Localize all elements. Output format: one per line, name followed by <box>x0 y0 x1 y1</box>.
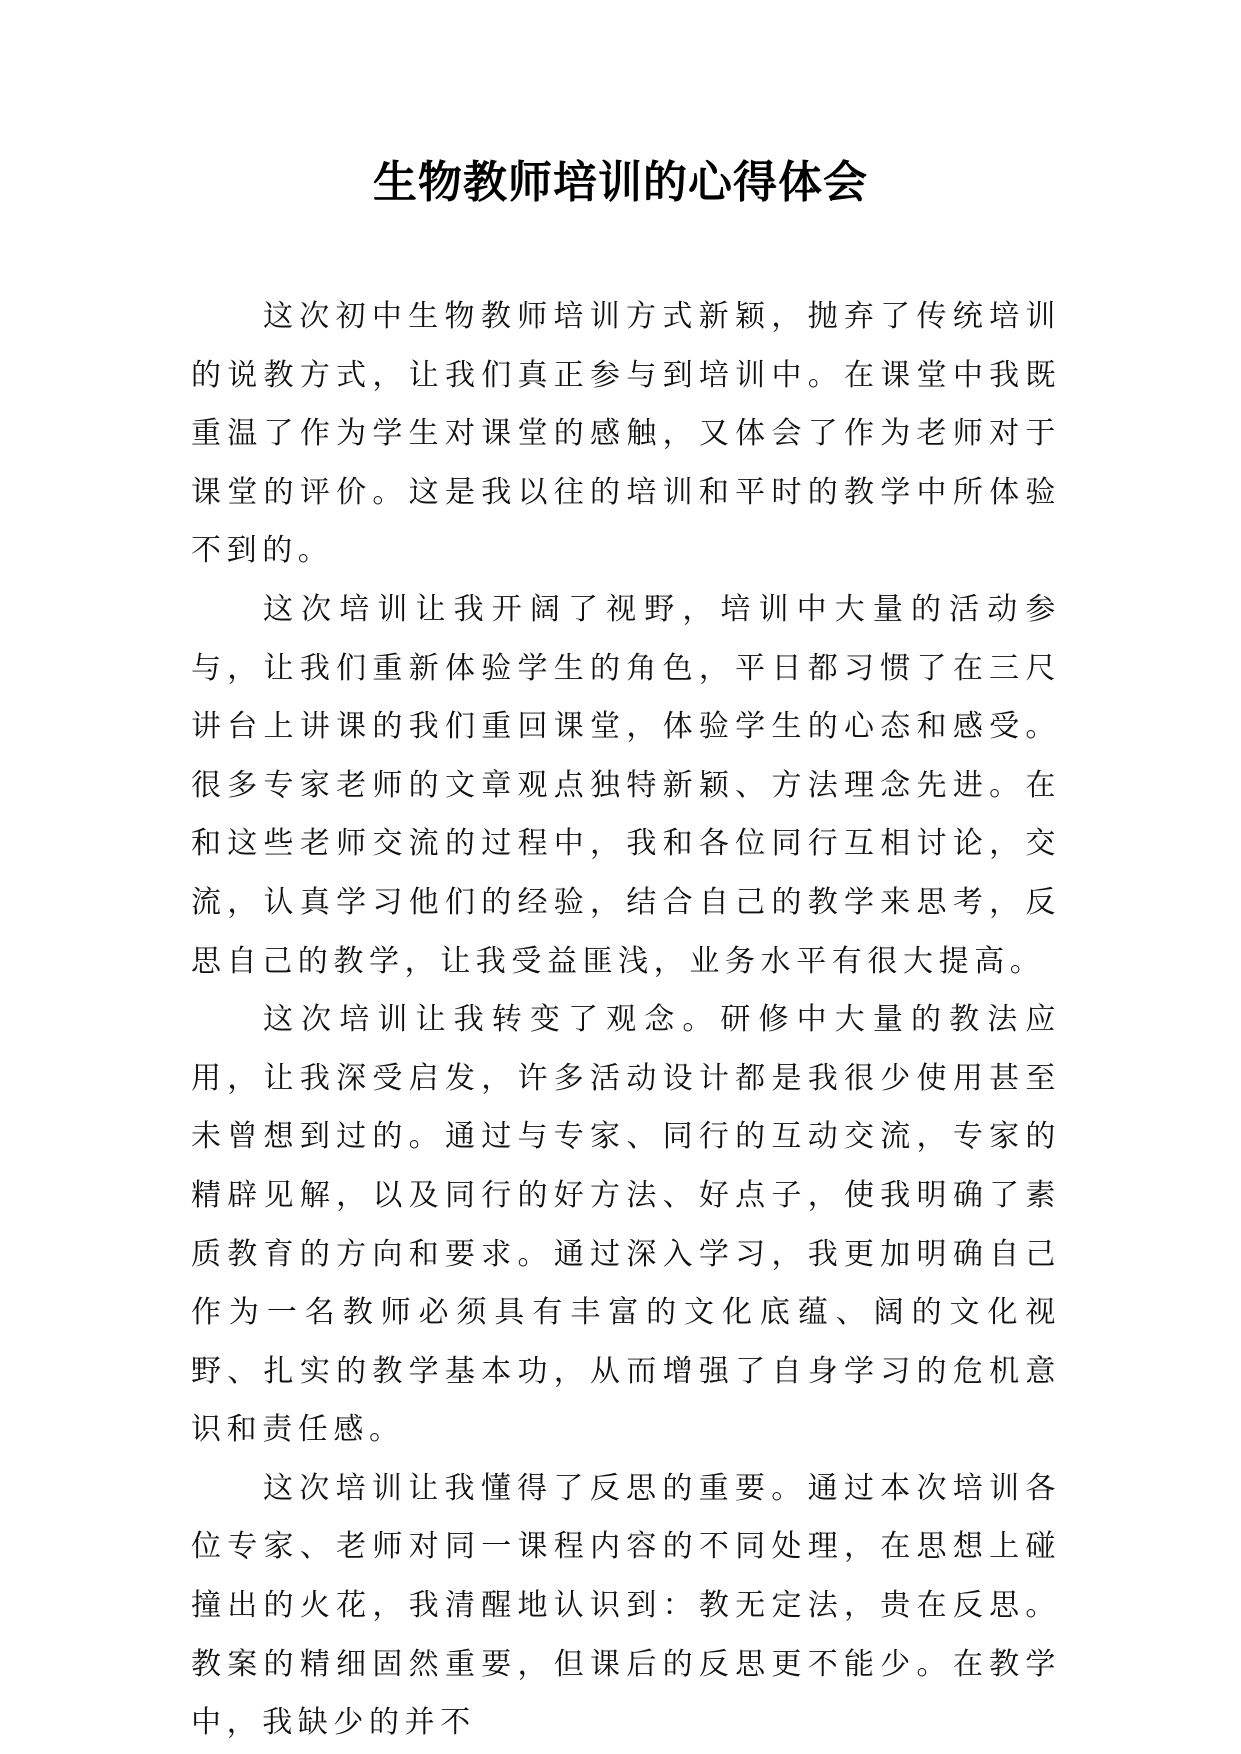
paragraph-1: 这次初中生物教师培训方式新颖，抛弃了传统培训的说教方式，让我们真正参与到培训中。在课堂中我既重温了作为学生对课堂的感触，又体会了作为老师对于课堂的评价。这是我以往的培训和平时的教学中所体验不到的。 <box>191 299 1061 569</box>
document-body <box>191 288 1061 1753</box>
paragraph-4: 这次培训让我懂得了反思的重要。通过本次培训各位专家、老师对同一课程内容的不同处理，在思想上碰撞出的火花，我清醒地认识到：教无定法，贵在反思。教案的精细固然重要，但课后的反思更不能少。在教学中，我缺少的并不 <box>191 1470 1061 1741</box>
paragraph-2: 这次培训让我开阔了视野，培训中大量的活动参与，让我们重新体验学生的角色，平日都习惯了在三尺讲台上讲课的我们重回课堂，体验学生的心态和感受。很多专家老师的文章观点独特新颖、方法理念先进。在和这些老师交流的过程中，我和各位同行互相讨论，交流，认真学习他们的经验，结合自己的教学来思考，反思自己的教学，让我受益匪浅，业务水平有很大提高。 <box>191 591 1061 979</box>
document-title: 生物教师培训的心得体会 <box>373 157 868 208</box>
paragraph-3: 这次培训让我转变了观念。研修中大量的教法应用，让我深受启发，许多活动设计都是我很少使用甚至未曾想到过的。通过与专家、同行的互动交流，专家的精辟见解，以及同行的好方法、好点子，使我明确了素质教育的方向和要求。通过深入学习，我更加明确自己作为一名教师必须具有丰富的文化底蕴、阔的文化视野、扎实的教学基本功，从而增强了自身学习的危机意识和责任感。 <box>191 1002 1061 1448</box>
